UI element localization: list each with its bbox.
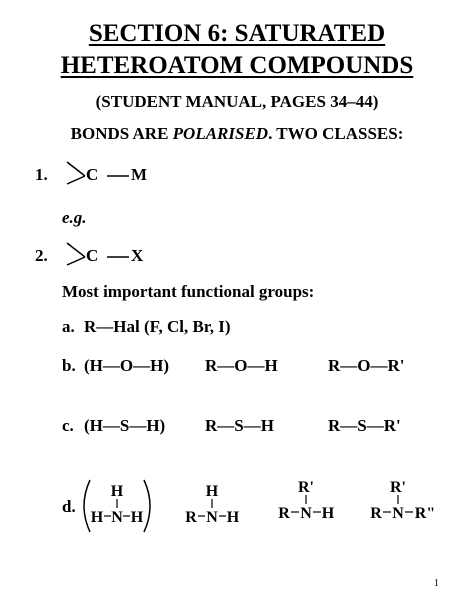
group-c-thioether: R—S—R'	[328, 416, 401, 435]
class-2-bond-lines	[65, 239, 175, 269]
bonds-pre: BONDS ARE	[70, 124, 173, 143]
group-b-water: (H—O—H)	[84, 356, 169, 375]
group-c-thiol: R—S—H	[205, 416, 274, 435]
class-2-number: 2.	[35, 246, 48, 265]
class-1-number: 1.	[35, 165, 48, 184]
group-a-text: R—Hal (F, Cl, Br, I)	[84, 317, 231, 336]
eg-label: e.g.	[62, 208, 87, 227]
title-line-1: SECTION 6: SATURATED	[88, 20, 386, 47]
bonds-statement	[0, 124, 474, 144]
ammonia-top-atom: H	[110, 483, 124, 500]
primary-amine-top-atom: H	[205, 483, 219, 500]
class-1-metal: M	[131, 165, 148, 184]
tertiary-amine-top-atom: R'	[390, 479, 406, 496]
primary-amine-nitrogen: N	[206, 509, 218, 526]
subtitle: (STUDENT MANUAL, PAGES 34–44)	[95, 92, 379, 111]
left-parenthesis	[84, 480, 90, 532]
tertiary-amine-structure	[364, 474, 464, 534]
tertiary-amine-left-atom: R	[370, 505, 382, 522]
group-b-alcohol: R—O—H	[205, 356, 278, 375]
primary-amine-right-atom: H	[226, 509, 240, 526]
secondary-amine-left-atom: R	[278, 505, 290, 522]
secondary-amine-right-atom: H	[321, 505, 335, 522]
ammonia-structure	[80, 478, 154, 538]
group-b-label: b.	[62, 356, 76, 375]
bonds-post: . TWO CLASSES:	[268, 124, 404, 143]
class-2-heteroatom: X	[131, 246, 144, 265]
secondary-amine-top-atom: R'	[298, 479, 314, 496]
tertiary-amine-right-atom: R"	[414, 505, 436, 522]
right-parenthesis	[144, 480, 150, 532]
group-d-label: d.	[62, 497, 76, 516]
ammonia-left-atom: H	[90, 509, 104, 526]
primary-amine-left-atom: R	[185, 509, 197, 526]
tertiary-amine-nitrogen: N	[392, 505, 404, 522]
functional-groups-heading: Most important functional groups:	[62, 282, 315, 301]
group-a-label: a.	[62, 317, 75, 336]
class-1-carbon: C	[86, 165, 99, 184]
ammonia-right-atom: H	[130, 509, 144, 526]
secondary-amine-structure	[272, 474, 362, 534]
class-1-bond-lines	[65, 158, 175, 188]
page-number: 1	[434, 578, 439, 589]
title-line-2: HETEROATOM COMPOUNDS	[60, 52, 414, 79]
secondary-amine-nitrogen: N	[300, 505, 312, 522]
group-c-label: c.	[62, 416, 74, 435]
group-b-ether: R—O—R'	[328, 356, 405, 375]
primary-amine-structure	[180, 478, 270, 538]
bonds-emphasis: POLARISED	[172, 124, 269, 143]
group-c-hydrogen-sulfide: (H—S—H)	[84, 416, 166, 435]
class-2-carbon: C	[86, 246, 99, 265]
ammonia-nitrogen: N	[111, 509, 123, 526]
